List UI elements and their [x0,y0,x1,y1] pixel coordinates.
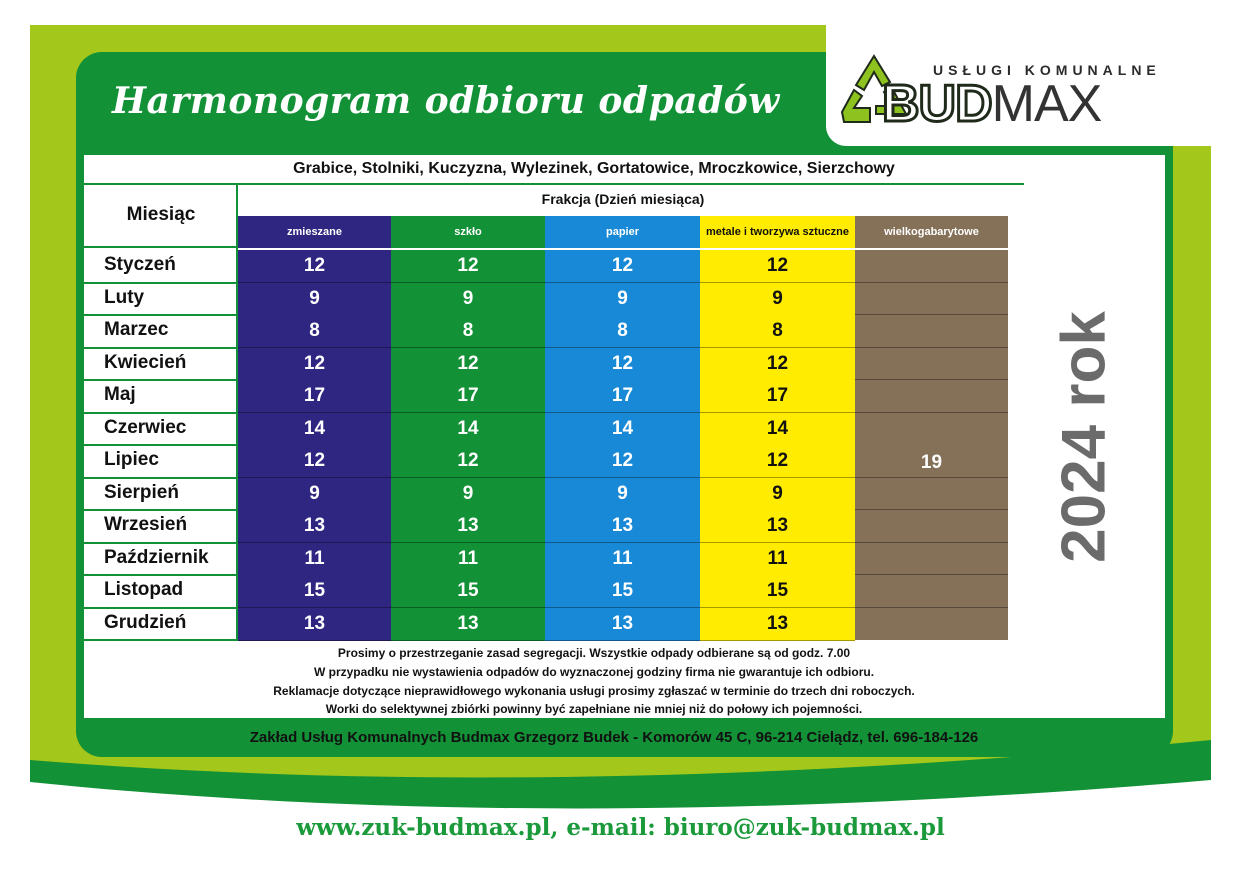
month-column-header: Miesiąc [126,204,196,225]
row-divider [84,444,238,446]
table-cell: 9 [391,283,545,316]
logo-tagline: USŁUGI KOMUNALNE [933,62,1161,78]
row-divider [84,282,238,284]
table-cell: 15 [700,575,855,608]
month-label: Wrzesień [104,514,188,535]
table-cell: 14 [391,413,545,446]
month-label: Maj [104,384,136,405]
month-label: Styczeń [104,254,176,275]
table-cell: 11 [545,543,700,576]
table-cell: 9 [545,283,700,316]
row-divider [84,574,238,576]
note-line: Worki do selektywnej zbiórki powinny być zapełniane nie mniej niż do połowy ich pojemności. [325,702,863,716]
row-divider [84,412,238,414]
table-cell: 13 [545,510,700,543]
table-cell: 13 [700,608,855,641]
row-divider [855,607,1008,608]
table-cell: 13 [391,510,545,543]
month-label: Lipiec [104,449,159,470]
table-cell: 12 [545,250,700,283]
row-divider [855,412,1008,413]
table-cell: 12 [545,445,700,478]
note-line: W przypadku nie wystawienia odpadów do wyznaczonej godziny firma nie gwarantuje ich odbioru. [313,665,875,679]
table-cell: 12 [391,445,545,478]
company-info: Zakład Usług Komunalnych Budmax Grzegorz Budek - Komorów 45 C, 96-214 Cielądz, tel. 696-184-126 [249,729,979,746]
table-cell: 13 [238,510,391,543]
table-cell: 13 [545,608,700,641]
table-cell: 9 [700,478,855,511]
table-cell: 17 [545,380,700,413]
row-divider [84,379,238,381]
month-label: Czerwiec [104,416,187,438]
table-cell: 8 [238,315,391,348]
table-cell: 13 [391,608,545,641]
table-cell: 17 [700,380,855,413]
divider-line [84,246,238,248]
row-divider [855,574,1008,575]
brand-logo [882,76,1101,132]
table-cell: 8 [700,315,855,348]
table-cell: 12 [545,348,700,381]
table-cell: 14 [700,413,855,446]
row-divider [855,542,1008,543]
table-cell: 9 [238,478,391,511]
table-cell: 12 [238,250,391,283]
table-cell: 12 [238,445,391,478]
table-cell: 9 [545,478,700,511]
note-line: Prosimy o przestrzeganie zasad segregacji. Wszystkie odpady odbierane są od godz. 7.00 [337,646,851,660]
note-line: Reklamacje dotyczące nieprawidłowego wykonania usługi prosimy zgłaszać w terminie do trzech dni roboczych. [273,684,915,698]
row-divider [84,542,238,544]
table-cell: 15 [391,575,545,608]
table-cell: 14 [238,413,391,446]
month-label: Sierpień [104,481,179,503]
logo-word-bud: BUD [882,75,992,133]
row-divider [855,282,1008,283]
table-cell: 17 [238,380,391,413]
table-cell: 12 [700,250,855,283]
table-cell: 17 [391,380,545,413]
table-cell: 12 [238,348,391,381]
row-divider [855,379,1008,380]
fraction-header: Frakcja (Dzień miesiąca) [541,191,705,207]
table-cell: 15 [545,575,700,608]
table-cell: 8 [545,315,700,348]
column-header-szklo: szkło [391,216,545,248]
row-divider [84,509,238,511]
row-divider [84,607,238,609]
table-cell: 13 [238,608,391,641]
table-cell: 13 [700,510,855,543]
month-label: Październik [104,546,209,568]
row-divider [855,314,1008,315]
table-cell: 9 [238,283,391,316]
year-label: 2024 rok [1049,311,1119,563]
month-label: Listopad [104,579,184,600]
column-header-zmieszane: zmieszane [238,216,391,248]
row-divider [84,314,238,316]
divider-line [84,183,1024,185]
row-divider [84,347,238,349]
table-cell: 15 [238,575,391,608]
table-cell: 12 [700,348,855,381]
month-label: Grudzień [104,611,187,633]
table-cell: 11 [391,543,545,576]
month-label: Luty [104,286,145,308]
table-cell: 11 [238,543,391,576]
website-email-link[interactable]: www.zuk-budmax.pl, e-mail: biuro@zuk-budmax.pl [296,814,945,841]
bulky-waste-column [855,250,1008,640]
column-header-metale: metale i tworzywa sztuczne [700,216,855,248]
table-cell: 12 [391,348,545,381]
column-header-wielkogabarytowe: wielkogabarytowe [855,216,1008,248]
table-cell: 12 [700,445,855,478]
row-divider [855,509,1008,510]
table-cell: 14 [545,413,700,446]
table-cell: 9 [700,283,855,316]
row-divider [84,477,238,479]
villages-list: Grabice, Stolniki, Kuczyzna, Wylezinek, Gortatowice, Mroczkowice, Sierzchowy [293,160,895,177]
table-cell: 12 [391,250,545,283]
row-divider [855,347,1008,348]
month-label: Kwiecień [104,351,187,373]
table-cell: 11 [700,543,855,576]
month-label: Marzec [104,319,169,340]
column-header-papier: papier [545,216,700,248]
table-cell: 9 [391,478,545,511]
row-divider [84,639,238,641]
page-title: Harmonogram odbioru odpadów [112,80,780,122]
bulky-waste-value: 19 [920,452,943,473]
table-cell: 8 [391,315,545,348]
logo-word-max: MAX [991,75,1102,133]
